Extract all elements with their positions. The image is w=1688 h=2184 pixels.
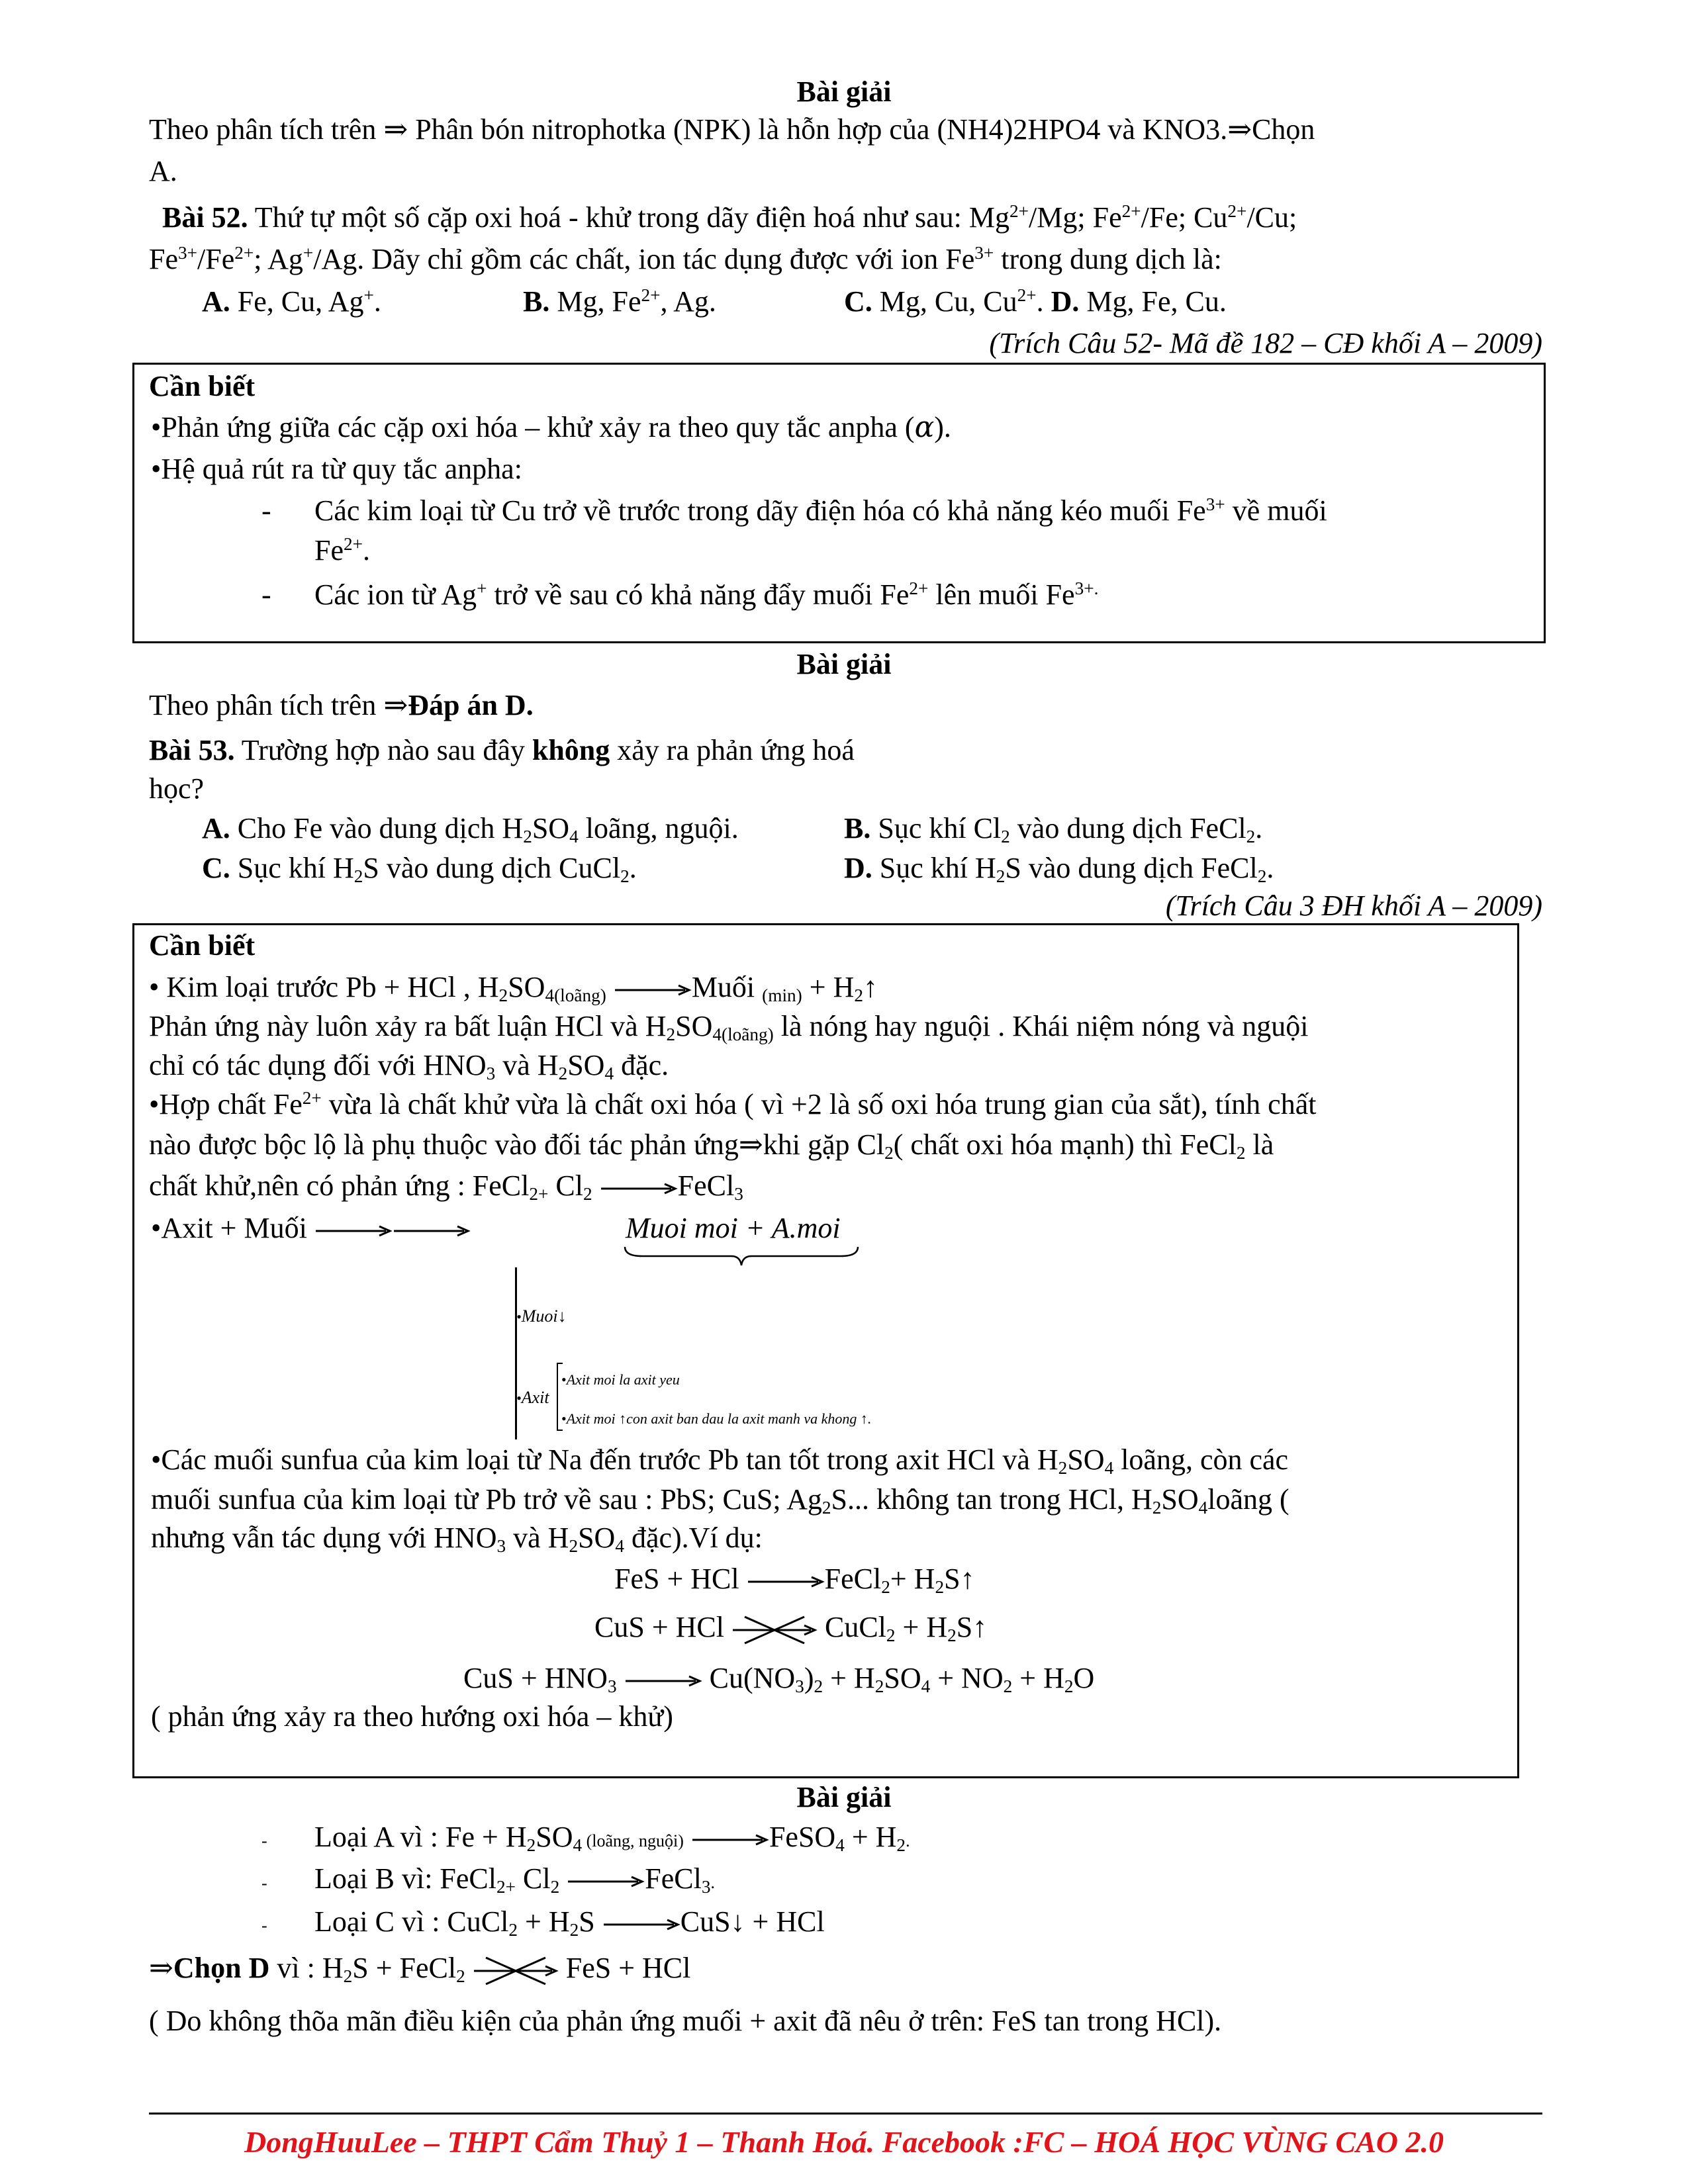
reaction-arrow-icon <box>624 1674 702 1688</box>
equation-3 <box>463 1662 1094 1694</box>
subscript: 4 <box>573 1835 583 1855</box>
superscript: 2+ <box>344 534 363 554</box>
solution-1-line2: A. <box>149 155 177 187</box>
text: CuS <box>680 1905 731 1938</box>
subscript: 2 <box>884 1142 894 1163</box>
subscript: 2 <box>666 1024 676 1044</box>
subscript: 2 <box>1236 1142 1246 1163</box>
text: O <box>1073 1662 1095 1694</box>
text: . <box>1255 812 1263 844</box>
info-box-1-p2 <box>151 453 522 485</box>
option-letter: D. <box>1051 285 1080 318</box>
subscript: 2 <box>526 1835 536 1855</box>
info-box-1-d1-cont <box>314 535 370 567</box>
text: FeS + HCl <box>614 1563 747 1595</box>
text: Muối <box>691 971 763 1003</box>
text: SO <box>1161 1483 1199 1516</box>
down-arrow-icon: ↓ <box>557 1306 567 1326</box>
info-box-2-p6 <box>151 1212 471 1244</box>
bullet-icon: • <box>149 971 160 1003</box>
text: . <box>906 1831 910 1850</box>
down-arrow-icon: ↓ <box>730 1905 745 1938</box>
text: Cl <box>516 1862 551 1895</box>
text: CuS + HCl <box>594 1611 731 1643</box>
solution-heading-3: Bài giải <box>796 1781 892 1813</box>
subscript: 2 <box>569 1919 579 1940</box>
option-53-b <box>844 813 1262 844</box>
text: FeS + HCl <box>558 1952 691 1984</box>
info-box-2-p5 <box>149 1170 743 1202</box>
no-reaction-arrow-icon <box>473 1954 559 1987</box>
text: Sục khí H <box>230 852 354 884</box>
text: con axit ban dau la axit manh va khong <box>626 1410 861 1427</box>
subscript: 3 <box>486 1063 496 1083</box>
subscript: 4 <box>615 1535 624 1556</box>
text: muối sunfua của kim loại từ Pb trở về sau : PbS; CuS; Ag <box>151 1483 822 1516</box>
subscript: 4(loãng) <box>545 985 606 1005</box>
reaction-arrow-icon <box>393 1224 471 1238</box>
dash-icon: - <box>261 1916 267 1935</box>
dash-icon: - <box>261 578 271 611</box>
bullet-icon: • <box>151 453 162 485</box>
info-box-2-p1 <box>149 1011 1309 1042</box>
text: là <box>1245 1128 1274 1161</box>
text: Theo phân tích trên <box>149 689 384 721</box>
dash-icon: - <box>261 1831 267 1850</box>
subscript: 2 <box>1257 866 1267 886</box>
bullet-icon: • <box>151 1212 162 1244</box>
subscript: + <box>505 1876 516 1897</box>
text: CuCl <box>817 1611 886 1643</box>
subscript: 3 <box>607 1676 617 1696</box>
subscript: 2 <box>814 1676 823 1696</box>
subscript: 2 <box>886 1625 896 1645</box>
text: Mg, Fe, Cu. <box>1079 285 1227 318</box>
text: Mg, Cu, $Cu^{2+}$. <box>872 285 1051 318</box>
text: + H <box>890 1563 935 1595</box>
text: vào dung dịch FeCl <box>1009 812 1246 844</box>
text: đặc).Ví dụ: <box>624 1522 763 1554</box>
solution-3-l1 <box>314 1821 910 1853</box>
option-letter: C. <box>202 852 230 884</box>
text: S... không tan trong HCl, H <box>831 1483 1152 1516</box>
subscript: 3 <box>701 1876 711 1897</box>
subscript: 2 <box>1064 1676 1074 1696</box>
question-label: Bài 53. <box>149 734 235 766</box>
info-box-1-p1 <box>151 412 951 443</box>
subscript: 2 <box>854 985 863 1005</box>
bullet-icon: • <box>151 411 162 443</box>
subscript: 2 <box>620 866 630 886</box>
text: SO <box>532 812 570 844</box>
text: loãng, còn các <box>1113 1443 1289 1476</box>
reaction-arrow-icon <box>614 983 692 997</box>
bullet-icon: • <box>516 1308 522 1325</box>
subscript: (min) <box>762 985 802 1005</box>
subscript: 2 <box>558 1063 568 1083</box>
subscript: 3 <box>795 1676 804 1696</box>
info-box-2-p8 <box>151 1484 1289 1516</box>
subscript: 2 <box>947 1625 957 1645</box>
text: Cu(NO <box>709 1662 796 1694</box>
subscript: 3 <box>734 1183 743 1204</box>
up-arrow-icon: ↑ <box>619 1410 627 1427</box>
subscript: 2 <box>456 1966 465 1986</box>
subscript: 2 <box>496 1876 506 1897</box>
tree-leaf-1 <box>561 1372 680 1388</box>
alpha-symbol: α <box>914 410 935 444</box>
text: SO <box>567 1049 605 1081</box>
subscript: 2 <box>498 985 508 1005</box>
option-letter: D. <box>844 852 872 884</box>
solution-3-l4 <box>149 1952 690 1987</box>
subscript: 2 <box>874 1676 884 1696</box>
reaction-arrow-icon <box>314 1224 393 1238</box>
subscript: 2 <box>353 866 363 886</box>
option-letter: B. <box>844 812 871 844</box>
text: Axit <box>521 1388 549 1407</box>
text: Các muối sunfua của kim loại từ Na đến trước Pb tan tốt trong axit HCl và H <box>161 1443 1058 1476</box>
subscript: 2 <box>935 1576 945 1597</box>
text: . <box>710 1873 715 1892</box>
answer: Đáp án D. <box>408 689 534 721</box>
superscript: 3+. <box>1074 578 1099 598</box>
text: Muoi <box>521 1306 558 1326</box>
text: Axit moi la axit yeu <box>566 1371 680 1388</box>
tree-leaf-2 <box>561 1411 871 1427</box>
text: + NO <box>930 1662 1004 1694</box>
text: Cl <box>548 1169 583 1202</box>
up-arrow-icon: ↑ <box>972 1611 988 1643</box>
text: Loại A vì : Fe + H <box>314 1821 527 1853</box>
text: Các ion từ Ag <box>314 578 477 611</box>
text: vì : H <box>269 1952 344 1984</box>
dash-icon: - <box>261 1874 267 1893</box>
text: Sục khí H <box>872 852 996 884</box>
text: Hệ quả rút ra từ quy tắc anpha: <box>161 453 522 485</box>
solution-1-line <box>149 114 1315 146</box>
text: SO <box>1067 1443 1105 1476</box>
subscript: 2 <box>508 1919 518 1940</box>
option-52-a <box>202 286 381 318</box>
text: SO <box>884 1662 921 1694</box>
bullet-icon: • <box>151 1443 162 1476</box>
solution-2-line <box>149 690 534 721</box>
text: Các kim loại từ Cu trở về trước trong dãy điện hóa có khả năng kéo muối Fe <box>314 494 1206 527</box>
text: và H <box>495 1049 559 1081</box>
subscript: 2 <box>523 826 532 846</box>
text: Phản ứng giữa các cặp oxi hóa – khử xảy ra theo quy tắc anpha ( <box>161 411 915 443</box>
text: + HCl <box>745 1905 825 1938</box>
option-letter: C. <box>844 285 872 318</box>
answer: Chọn D <box>173 1952 270 1984</box>
text: S <box>956 1611 973 1643</box>
subscript: 2 <box>1001 826 1010 846</box>
subscript: 2 <box>1152 1497 1162 1518</box>
question-53-line2: học? <box>149 772 205 805</box>
superscript: 2+ <box>909 578 929 598</box>
subscript: 2 <box>529 1183 539 1204</box>
text: ). <box>934 411 951 443</box>
text: CuS + HNO <box>463 1662 608 1694</box>
info-box-1-title: Cần biết <box>149 370 256 402</box>
reaction-arrow-icon <box>602 1918 680 1931</box>
info-box-2-r1 <box>149 972 878 1003</box>
option-letter: A. <box>202 285 230 318</box>
text: (loãng, nguội) <box>582 1831 684 1850</box>
text: Loại C vì : CuCl <box>314 1905 509 1938</box>
subscript: 4 <box>569 826 579 846</box>
subscript: 2 <box>996 866 1006 886</box>
text: không <box>532 734 610 766</box>
info-box-2-p9 <box>151 1522 763 1554</box>
text: khi gặp Cl <box>763 1128 885 1161</box>
text: + H <box>823 1662 875 1694</box>
dash-icon: - <box>261 494 271 527</box>
superscript: + <box>477 578 487 598</box>
text: Phản ứng này luôn xảy ra bất luận HCl và H <box>149 1010 667 1042</box>
info-box-2-p3 <box>149 1089 1316 1120</box>
text: SO <box>675 1010 713 1042</box>
subscript: 2 <box>583 1183 592 1204</box>
text: Mg, $Fe^{2+}$, Ag. <box>549 285 716 318</box>
text: Fe, Cu, Ag+. <box>230 285 381 318</box>
info-box-1-d1 <box>314 495 1327 527</box>
text: S <box>944 1563 961 1595</box>
text: FeCl <box>645 1862 702 1895</box>
no-reaction-arrow-icon <box>731 1614 818 1647</box>
info-box-2-p10: ( phản ứng xảy ra theo hướng oxi hóa – khử) <box>151 1700 673 1733</box>
subscript: 2 <box>1058 1457 1068 1478</box>
reaction-arrow-icon <box>747 1575 825 1588</box>
text: nhưng vẫn tác dụng với HNO <box>151 1522 497 1554</box>
option-53-a <box>202 813 739 844</box>
bullet-icon: • <box>516 1390 522 1406</box>
info-box-2-p4 <box>149 1129 1274 1161</box>
reaction-arrow-icon <box>600 1182 678 1195</box>
implies-icon: ⇒ <box>738 1128 763 1161</box>
text: . <box>867 1410 872 1427</box>
text: . <box>363 534 371 567</box>
solution-heading-1: Bài giải <box>796 75 892 108</box>
text: Sục khí Cl <box>870 812 1002 844</box>
equation-2 <box>594 1612 987 1647</box>
subscript: 3 <box>496 1535 506 1556</box>
text: SO <box>508 971 545 1003</box>
text: S vào dung dịch CuCl <box>363 852 621 884</box>
subscript: 4 <box>1198 1497 1208 1518</box>
text: ( chất oxi hóa mạnh) thì FeCl <box>893 1128 1237 1161</box>
subscript: 2 <box>896 1835 906 1855</box>
up-arrow-icon: ↑ <box>860 1410 868 1427</box>
text: xảy ra phản ứng hoá <box>610 734 855 766</box>
text: SO <box>536 1821 573 1853</box>
text: Loại B vì: FeCl <box>314 1862 496 1895</box>
subscript: 2 <box>1003 1676 1013 1696</box>
text: S <box>579 1905 602 1938</box>
text: trở về sau có khả năng đẩy muối Fe <box>487 578 910 611</box>
solution-3-l2 <box>314 1863 715 1895</box>
tree-muoi <box>516 1307 567 1326</box>
text: về muối <box>1225 494 1327 527</box>
text: loãng, nguội. <box>578 812 739 844</box>
subscript: 2 <box>881 1576 890 1597</box>
option-52-c <box>844 286 1227 318</box>
text: + H <box>1012 1662 1064 1694</box>
option-letter: B. <box>523 285 550 318</box>
text: FeCl <box>824 1563 882 1595</box>
equation-1 <box>614 1563 975 1595</box>
superscript: 2+ <box>302 1088 322 1108</box>
text: + H <box>518 1905 570 1938</box>
text: Cho Fe vào dung dịch H <box>230 812 524 844</box>
text: FeCl <box>677 1169 735 1202</box>
text: chỉ có tác dụng đối với HNO <box>149 1049 487 1081</box>
info-box-2-p7 <box>151 1444 1288 1476</box>
bullet-icon: • <box>561 1371 567 1388</box>
option-52-b <box>523 286 716 318</box>
subscript: 4 <box>1104 1457 1114 1478</box>
implies-icon: ⇒ <box>383 113 408 146</box>
text: Phân bón nitrophotka (NPK) là hỗn hợp của (NH4)2HPO4 và KNO3. <box>408 113 1228 146</box>
text: nào được bộc lộ là phụ thuộc vào đối tác phản ứng <box>149 1128 739 1161</box>
info-box-1-d2 <box>314 579 1098 611</box>
subscript: 4 <box>604 1063 614 1083</box>
text: SO <box>578 1522 616 1554</box>
info-box-2-title: Cần biết <box>149 929 256 962</box>
text: đặc. <box>614 1049 669 1081</box>
footer-divider <box>149 2113 1542 2115</box>
subscript: 4 <box>921 1676 931 1696</box>
text: Kim loại trước Pb + HCl , H <box>159 971 499 1003</box>
text: ) <box>804 1662 814 1694</box>
up-arrow-icon: ↑ <box>863 971 878 1003</box>
info-box-2-p2 <box>149 1050 669 1081</box>
text: Hợp chất Fe <box>159 1088 303 1120</box>
text: chất khử,nên có phản ứng : FeCl <box>149 1169 530 1202</box>
question-53-line1 <box>149 735 855 766</box>
text: và H <box>506 1522 569 1554</box>
tree-axit <box>516 1388 549 1408</box>
question-52-line2: $Fe^{3+}/Fe^{2+}$; Ag+/Ag. Dãy chỉ gồm các chất, ion tác dụng được với ion $Fe^{3+}$ trong dung dịch là: <box>149 243 1222 275</box>
text: lên muối Fe <box>928 578 1075 611</box>
text: FeSO <box>769 1821 836 1853</box>
text: S vào dung dịch FeCl <box>1005 852 1258 884</box>
source-52: (Trích Câu 52- Mã đề 182 – CĐ khối A – 2009) <box>989 327 1542 359</box>
reaction-arrow-icon <box>691 1833 769 1846</box>
solution-3-l3 <box>314 1906 825 1938</box>
text: + H <box>844 1821 897 1853</box>
implies-icon: ⇒ <box>149 1952 173 1984</box>
text: + H <box>802 971 855 1003</box>
subscript: + <box>538 1183 549 1204</box>
question-52-line1 <box>162 202 1297 234</box>
solution-3-l5: ( Do không thõa mãn điều kiện của phản ứng muối + axit đã nêu ở trên: FeS tan trong HCl). <box>149 2005 1222 2037</box>
text: . <box>1266 852 1274 884</box>
underbrace-icon <box>622 1244 861 1268</box>
solution-heading-2: Bài giải <box>796 648 892 680</box>
text: Axit moi <box>566 1410 620 1427</box>
text: Trường hợp nào sau đây <box>234 734 532 766</box>
text: Chọn <box>1252 113 1315 146</box>
text: S + FeCl <box>352 1952 457 1984</box>
subscript: 2 <box>569 1535 579 1556</box>
subscript: 2 <box>343 1966 353 1986</box>
text: là nóng hay nguội . Khái niệm nóng và nguội <box>773 1010 1309 1042</box>
option-letter: A. <box>202 812 230 844</box>
text: Thứ tự một số cặp oxi hoá - khử trong dãy điện hoá như sau: $Mg^{2+}/Mg$; $Fe^{2+}/Fe$; $Cu^{2+}/Cu$; <box>248 201 1297 234</box>
subscript: 2 <box>821 1497 831 1518</box>
subscript: 2 <box>550 1876 560 1897</box>
footer: DongHuuLee – THPT Cẩm Thuỷ 1 – Thanh Hoá. Facebook :FC – HOÁ HỌC VÙNG CAO 2.0 <box>244 2125 1444 2159</box>
option-53-c <box>202 852 637 884</box>
subscript: 4(loãng) <box>712 1024 774 1044</box>
up-arrow-icon: ↑ <box>960 1563 975 1595</box>
reaction-arrow-icon <box>567 1875 645 1888</box>
text: . <box>629 852 637 884</box>
text: vừa là chất khử vừa là chất oxi hóa ( vì +2 là số oxi hóa trung gian của sắt), tính chất <box>321 1088 1317 1120</box>
subscript: 4 <box>835 1835 845 1855</box>
bullet-icon: • <box>561 1410 567 1427</box>
text: Theo phân tích trên <box>149 113 384 146</box>
brace-label: Muoi moi + A.moi <box>626 1212 841 1244</box>
text: Axit + Muối <box>161 1212 314 1244</box>
question-label: Bài 52. <box>162 201 248 234</box>
text: Fe <box>314 534 344 567</box>
subscript: 2 <box>1246 826 1256 846</box>
implies-icon: ⇒ <box>383 689 408 721</box>
bullet-icon: • <box>149 1088 160 1120</box>
source-53: (Trích Câu 3 ĐH khối A – 2009) <box>1165 889 1542 922</box>
text: loãng ( <box>1207 1483 1289 1516</box>
text: + H <box>895 1611 948 1643</box>
implies-icon: ⇒ <box>1227 113 1252 146</box>
tree-bracket-line <box>515 1267 517 1439</box>
superscript: 3+ <box>1205 494 1225 514</box>
option-53-d <box>844 852 1274 884</box>
